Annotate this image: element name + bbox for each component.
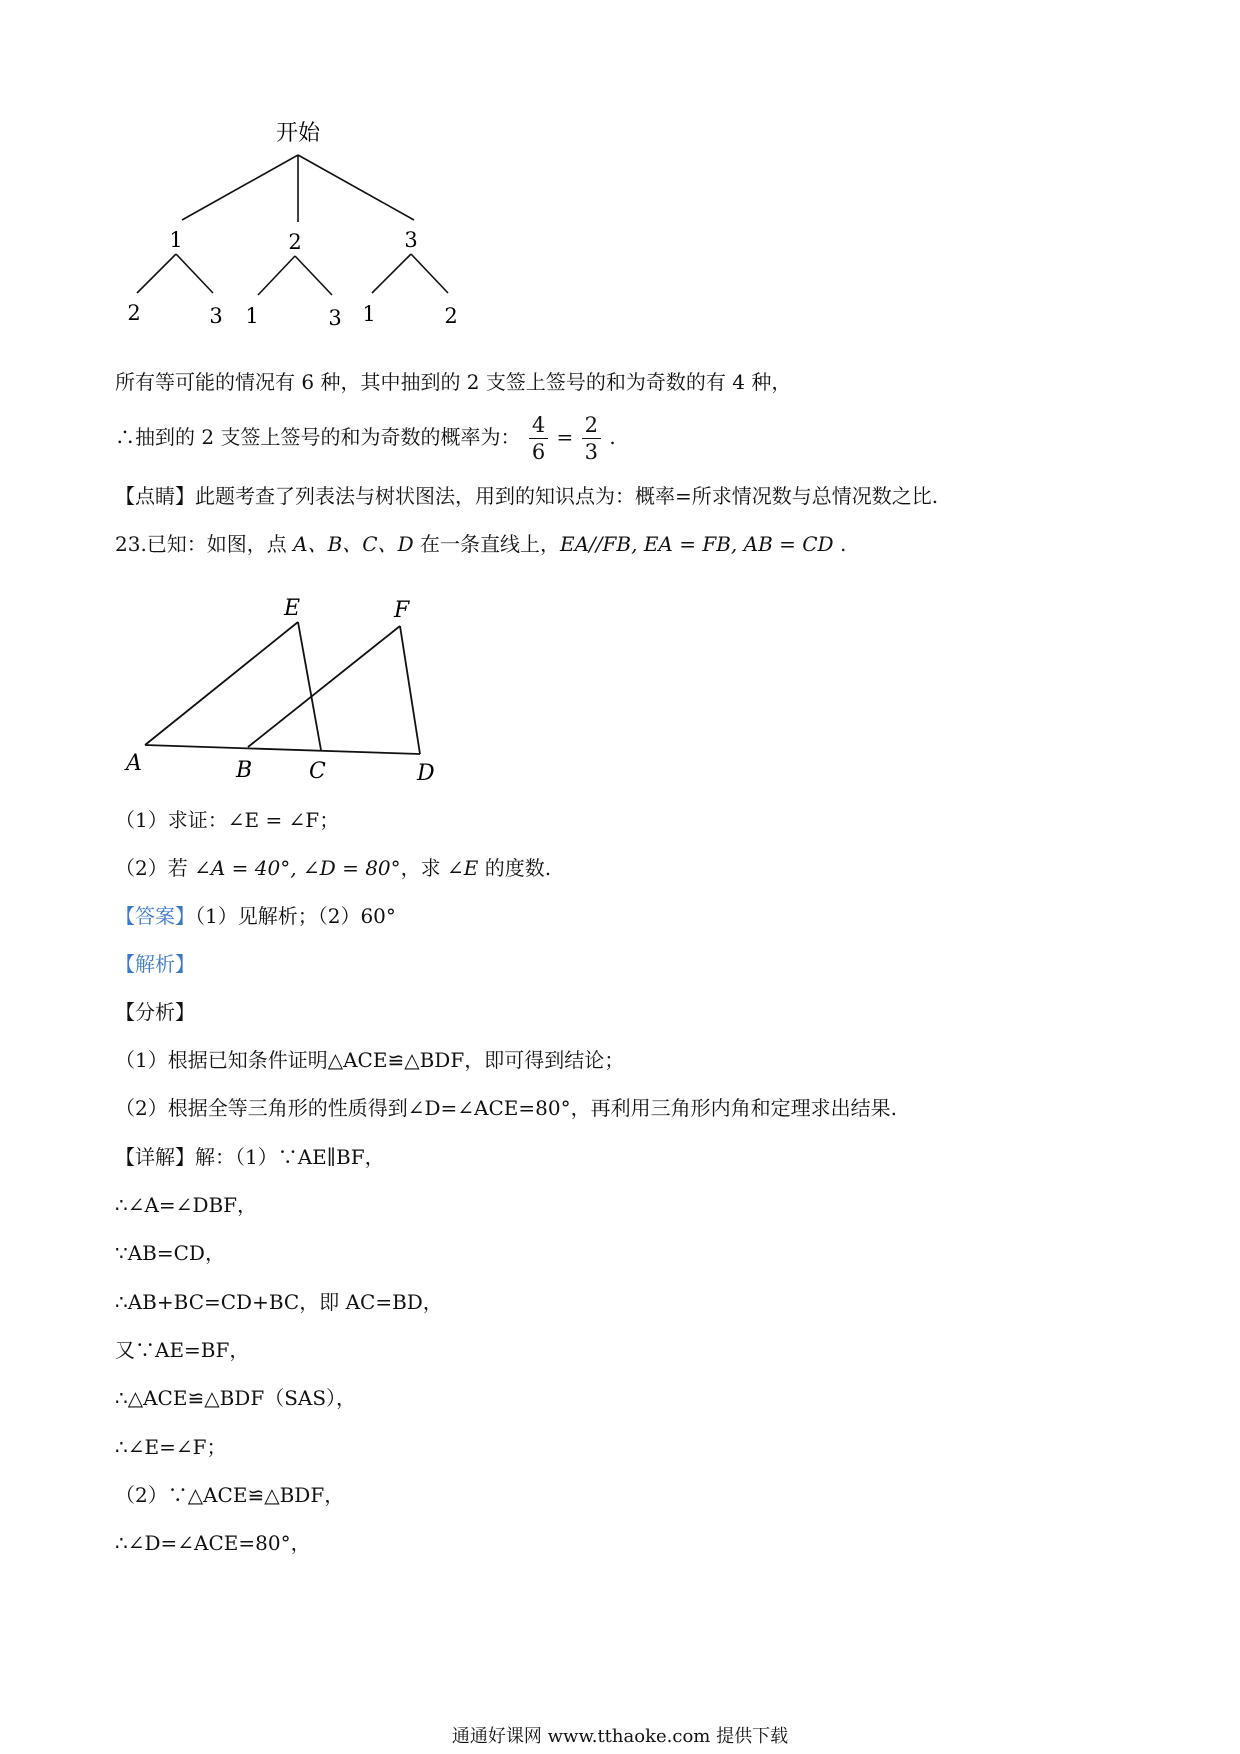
- tree-node-1: 1: [169, 228, 183, 252]
- tree-leaf: 3: [209, 304, 223, 328]
- part-1: （1）求证：∠E = ∠F；: [115, 808, 340, 832]
- angle-e: ∠E: [447, 856, 479, 880]
- text-segment: 在一条直线上，: [413, 532, 561, 556]
- label-F: F: [394, 598, 410, 623]
- solution-line: ∴∠E=∠F；: [115, 1435, 227, 1459]
- tree-root: 开始: [275, 121, 321, 146]
- solution-line: 【详解】解：（1）∵AE∥BF，: [115, 1145, 385, 1169]
- page-footer: 通通好课网 www.tthaoke.com 提供下载: [451, 1726, 789, 1747]
- angle-conditions: ∠A = 40°, ∠D = 80°: [194, 856, 401, 880]
- tree-node-2: 2: [288, 230, 302, 254]
- solution-line: （2）∵△ACE≌△BDF，: [115, 1483, 345, 1507]
- jiexi-tag: 【解析】: [115, 952, 195, 976]
- question-23: [115, 530, 846, 558]
- text-segment: ∴抽到的 2 支签上签号的和为奇数的概率为：: [115, 425, 521, 449]
- tree-leaf: 3: [328, 306, 342, 330]
- solution-line: ∴∠A=∠DBF，: [115, 1193, 258, 1217]
- tree-node-3: 3: [404, 228, 418, 252]
- denominator: 3: [584, 440, 599, 464]
- dianjing-line: 【点睛】此题考查了列表法与树状图法，用到的知识点为：概率=所求情况数与总情况数之比.: [115, 484, 939, 508]
- part-2: [115, 854, 551, 882]
- analysis-2: （2）根据全等三角形的性质得到∠D=∠ACE=80°，再利用三角形内角和定理求出结果.: [115, 1096, 897, 1120]
- label-E: E: [284, 596, 301, 621]
- analysis-1: （1）根据已知条件证明△ACE≌△BDF，即可得到结论；: [115, 1048, 625, 1072]
- text-segment: （2）若: [115, 856, 195, 880]
- text-segment: 的度数.: [478, 856, 552, 880]
- solution-line: ∴△ACE≌△BDF（SAS），: [115, 1386, 357, 1410]
- tree-leaf: 2: [127, 301, 141, 325]
- tree-diagram: [0, 0, 1240, 340]
- answer-tag: 【答案】: [115, 904, 195, 928]
- text-segment: ，求: [400, 856, 448, 880]
- solution-line: ∵AB=CD，: [115, 1241, 225, 1265]
- numerator: 2: [582, 412, 601, 439]
- label-B: B: [236, 758, 253, 780]
- probability-line: [115, 409, 616, 465]
- fenxi-tag: 【分析】: [115, 1000, 195, 1024]
- period: .: [609, 425, 616, 449]
- answer-body: （1）见解析；（2）60°: [195, 904, 396, 928]
- fraction: [582, 412, 601, 465]
- label-D: D: [417, 761, 435, 780]
- numerator: 4: [529, 412, 548, 439]
- equals-sign: =: [556, 425, 574, 449]
- fraction: [529, 412, 548, 465]
- tree-leaf: 1: [245, 304, 259, 328]
- solution-line: ∴AB+BC=CD+BC，即 AC=BD，: [115, 1290, 443, 1314]
- points-list: A、B、C、D: [293, 532, 414, 556]
- denominator: 6: [531, 440, 546, 464]
- text-line: 所有等可能的情况有 6 种，其中抽到的 2 支签上签号的和为奇数的有 4 种，: [115, 370, 792, 394]
- label-A: A: [126, 751, 142, 776]
- solution-line: ∴∠D=∠ACE=80°，: [115, 1531, 311, 1555]
- tree-leaf: 1: [362, 302, 376, 326]
- solution-line: 又∵AE=BF，: [115, 1338, 250, 1362]
- tree-leaf: 2: [444, 304, 458, 328]
- geometry-figure: [0, 580, 1240, 780]
- text-segment: 23.已知：如图，点: [115, 532, 294, 556]
- conditions: EA//FB, EA = FB, AB = CD: [560, 532, 834, 556]
- text-segment: .: [833, 532, 847, 556]
- label-C: C: [309, 759, 326, 780]
- answer-line: [115, 902, 396, 930]
